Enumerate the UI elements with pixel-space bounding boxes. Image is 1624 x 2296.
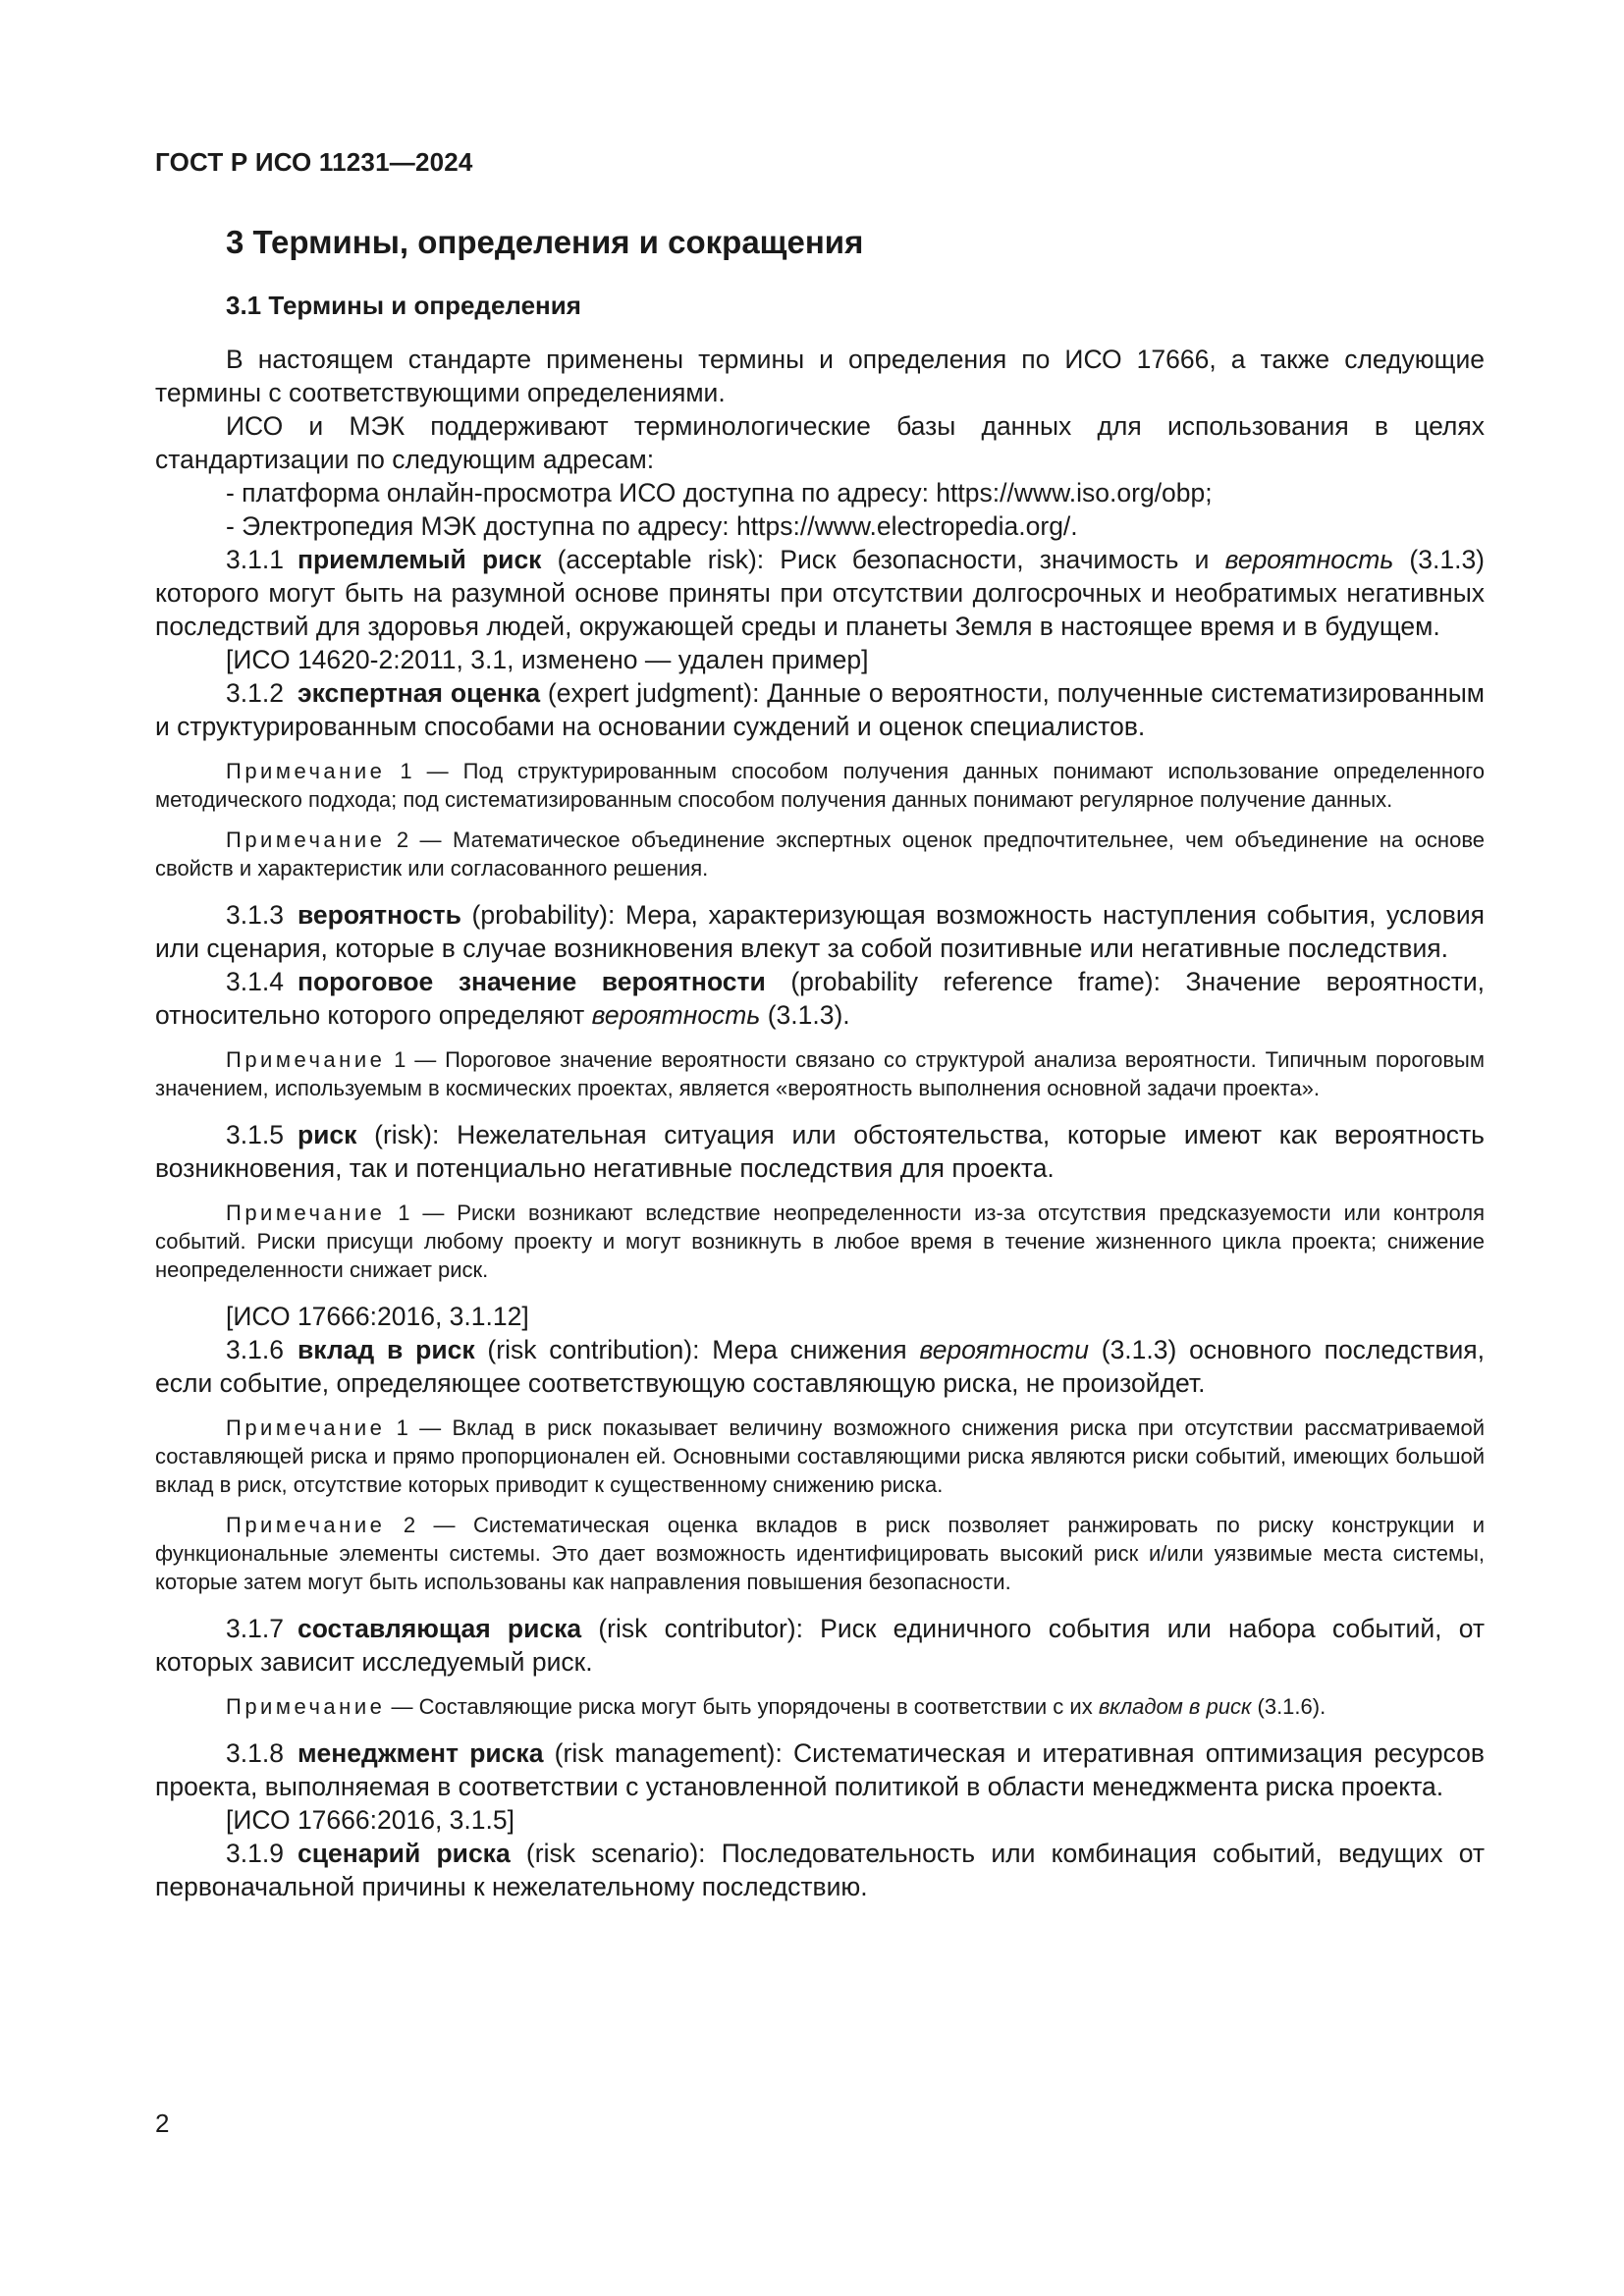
note-number: — bbox=[385, 1694, 419, 1719]
term-number: 3.1.4 bbox=[226, 967, 284, 996]
term-source: [ИСО 17666:2016, 3.1.5] bbox=[226, 1805, 514, 1835]
term-definition: (risk scenario): Последовательность или комбинация событий, ведущих от первоначальной причины к нежелательному последствию. bbox=[155, 1839, 1486, 1901]
note bbox=[155, 1414, 1485, 1499]
page-content bbox=[155, 224, 1485, 1903]
term-number: 3.1.1 bbox=[226, 545, 284, 574]
term-name: экспертная оценка bbox=[297, 678, 541, 708]
note-number: 1 — bbox=[385, 1415, 453, 1440]
term-definition: (acceptable risk): Риск безопасности, значимость и bbox=[541, 545, 1225, 574]
term-3-1-3 bbox=[155, 898, 1485, 965]
intro-bullet-iec: - Электропедия МЭК доступна по адресу: https://www.electropedia.org/. bbox=[226, 511, 1078, 541]
term-number: 3.1.7 bbox=[226, 1614, 284, 1643]
note-number: 1 — bbox=[385, 1047, 446, 1072]
note-number: 2 — bbox=[385, 1513, 473, 1537]
term-3-1-2 bbox=[155, 676, 1485, 743]
note-text: Математическое объединение экспертных оценок предпочтительнее, чем объединение на основе свойств и характеристик или согласованного решения. bbox=[155, 828, 1485, 881]
term-name: менеджмент риска bbox=[297, 1738, 544, 1768]
note-text: Пороговое значение вероятности связано со структурой анализа вероятности. Типичным пороговым значением, используемым в космических проектах, является «вероятность выполнения основной задачи проекта». bbox=[155, 1047, 1485, 1100]
note-text: Систематическая оценка вкладов в риск позволяет ранжировать по риску конструкции и функциональные элементы системы. Это дает возможность идентифицировать высокий риск и/или уязвимые места системы, которые затем могут быть использованы как направления повышения безопасности. bbox=[155, 1513, 1485, 1594]
term-name: составляющая риска bbox=[297, 1614, 582, 1643]
running-header: ГОСТ Р ИСО 11231—2024 bbox=[155, 147, 473, 177]
note-text: Вклад в риск показывает величину возможного снижения риска при отсутствии рассматриваемой составляющей риска и прямо пропорционален ей. Основными составляющими риска являются риски событий, имеющих большой вклад в риск, отсутствие которых приводит к существенному снижению риска. bbox=[155, 1415, 1486, 1497]
term-number: 3.1.6 bbox=[226, 1335, 284, 1364]
term-name: сценарий риска bbox=[297, 1839, 511, 1868]
term-number: 3.1.8 bbox=[226, 1738, 284, 1768]
note-label: Примечание bbox=[226, 1201, 386, 1225]
note-text: Риски возникают вследствие неопределенности из-за отсутствия предсказуемости или контроля событий. Риски присущи любому проекту и могут возникнуть в любое время в течение жизненного цикла проекта; снижение неопределенности снижает риск. bbox=[155, 1201, 1485, 1282]
note-label: Примечание bbox=[226, 1513, 386, 1537]
intro-paragraph-2: ИСО и МЭК поддерживают терминологические базы данных для использования в целях стандартизации по следующим адресам: bbox=[155, 411, 1485, 474]
note-label: Примечание bbox=[226, 1047, 386, 1072]
note bbox=[155, 1511, 1485, 1596]
note-crossref: вкладом в риск bbox=[1098, 1694, 1252, 1719]
note-text: Составляющие риска могут быть упорядочены в соответствии с их bbox=[418, 1694, 1099, 1719]
note-number: 1 — bbox=[385, 759, 463, 783]
note-label: Примечание bbox=[226, 1415, 386, 1440]
term-3-1-5 bbox=[155, 1118, 1485, 1185]
term-definition: (risk contributor): Риск единичного события или набора событий, от которых зависит исследуемый риск. bbox=[155, 1614, 1485, 1677]
term-3-1-4 bbox=[155, 965, 1485, 1032]
term-number: 3.1.9 bbox=[226, 1839, 284, 1868]
term-definition-rest: (3.1.3) которого могут быть на разумной основе приняты при отсутствии долгосрочных и необратимых негативных последствий для здоровья людей, окружающей среды и планеты Земля в настоящее время и в будущем. bbox=[155, 545, 1486, 641]
term-definition-rest: (3.1.3). bbox=[760, 1000, 850, 1030]
note bbox=[155, 1045, 1485, 1102]
term-name: риск bbox=[297, 1120, 357, 1149]
term-3-1-9 bbox=[155, 1837, 1485, 1903]
term-number: 3.1.3 bbox=[226, 900, 284, 930]
term-source: [ИСО 14620-2:2011, 3.1, изменено — удален пример] bbox=[226, 645, 869, 674]
term-name: вероятность bbox=[297, 900, 461, 930]
note-number: 1 — bbox=[385, 1201, 458, 1225]
term-definition: (risk): Нежелательная ситуация или обстоятельства, которые имеют как вероятность возникновения, так и потенциально негативные последствия для проекта. bbox=[155, 1120, 1485, 1183]
term-3-1-7 bbox=[155, 1612, 1485, 1679]
term-crossref: вероятность bbox=[591, 1000, 761, 1030]
term-definition: (risk management): Систематическая и итеративная оптимизация ресурсов проекта, выполняемая в соответствии с установленной политикой в области менеджмента риска проекта. bbox=[155, 1738, 1485, 1801]
term-name: пороговое значение вероятности bbox=[297, 967, 766, 996]
page-number: 2 bbox=[155, 2109, 170, 2138]
term-3-1-8 bbox=[155, 1736, 1485, 1803]
note-label: Примечание bbox=[226, 1694, 386, 1719]
subsection-title: 3.1 Термины и определения bbox=[226, 291, 581, 320]
note bbox=[155, 826, 1485, 882]
term-definition: (expert judgment): Данные о вероятности, полученные систематизированным и структурированным способами на основании суждений и оценок специалистов. bbox=[155, 678, 1486, 741]
term-number: 3.1.2 bbox=[226, 678, 284, 708]
note-text-rest: (3.1.6). bbox=[1251, 1694, 1326, 1719]
note-number: 2 — bbox=[385, 828, 453, 852]
note bbox=[155, 1692, 1485, 1721]
intro-paragraph-1: В настоящем стандарте применены термины и определения по ИСО 17666, а также следующие термины с соответствующими определениями. bbox=[155, 345, 1485, 407]
intro-bullet-iso: - платформа онлайн-просмотра ИСО доступна по адресу: https://www.iso.org/obp; bbox=[226, 478, 1213, 507]
term-3-1-6 bbox=[155, 1333, 1485, 1400]
term-crossref: вероятности bbox=[919, 1335, 1089, 1364]
term-name: приемлемый риск bbox=[297, 545, 542, 574]
section-title: 3 Термины, определения и сокращения bbox=[226, 224, 864, 260]
note bbox=[155, 757, 1485, 814]
term-3-1-1 bbox=[155, 543, 1485, 643]
note-label: Примечание bbox=[226, 828, 386, 852]
term-definition: (probability): Мера, характеризующая возможность наступления события, условия или сценария, которые в случае возникновения влекут за собой позитивные или негативные последствия. bbox=[155, 900, 1485, 963]
term-source: [ИСО 17666:2016, 3.1.12] bbox=[226, 1302, 529, 1331]
note bbox=[155, 1199, 1485, 1284]
term-definition: (risk contribution): Мера снижения bbox=[474, 1335, 920, 1364]
term-definition: (probability reference frame): Значение вероятности, относительно которого определяют bbox=[155, 967, 1485, 1030]
term-number: 3.1.5 bbox=[226, 1120, 284, 1149]
term-definition-rest: (3.1.3) основного последствия, если событие, определяющее соответствующую составляющую риска, не произойдет. bbox=[155, 1335, 1485, 1398]
term-crossref: вероятность bbox=[1224, 545, 1394, 574]
term-name: вклад в риск bbox=[297, 1335, 475, 1364]
note-text: Под структурированным способом получения данных понимают использование определенного методического подхода; под систематизированным способом получения данных понимают регулярное получение данных. bbox=[155, 759, 1485, 812]
note-label: Примечание bbox=[226, 759, 386, 783]
